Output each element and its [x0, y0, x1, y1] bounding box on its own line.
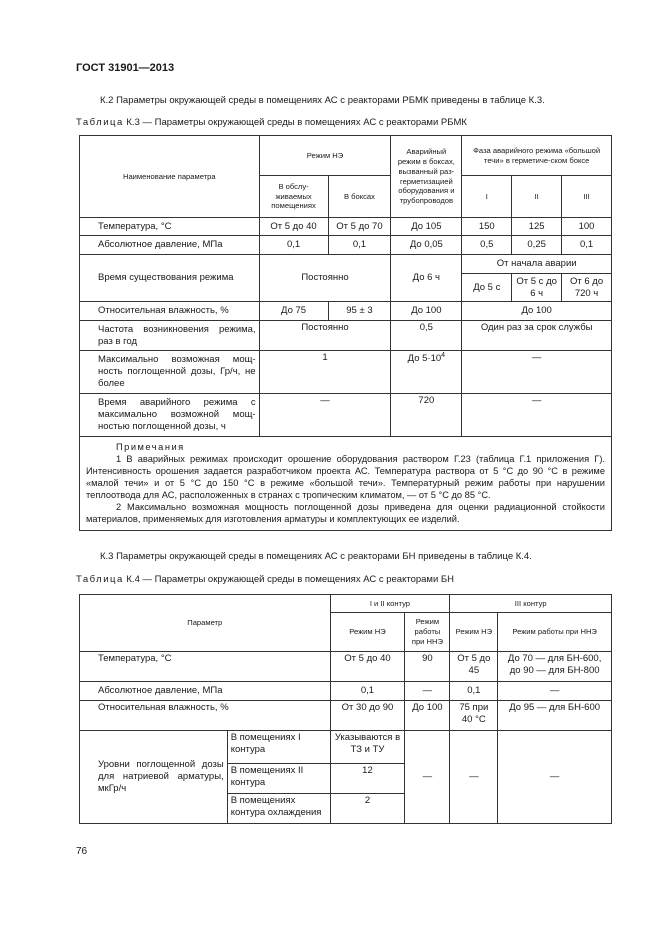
paragraph-k3: К.3 Параметры окружающей среды в помещениях АС с реакторами БН приведены в таблице К.4. — [100, 551, 532, 562]
row-label: Относительная влажность, % — [80, 701, 331, 731]
cell: До 100 — [391, 302, 462, 321]
note-2: 2 Максимально возможная мощность поглощенной дозы приведена для оценки радиационной стойкости материалов, применяемых для изготовления арматуры и комплектующих ее изделий. — [86, 502, 605, 525]
cell: — — [498, 731, 612, 824]
table-notes — [80, 437, 612, 531]
cell: До 5 с — [462, 274, 512, 302]
cell: До 105 — [391, 218, 462, 236]
cell: 125 — [512, 218, 562, 236]
cell: До 70 — для БН-600, до 90 — для БН-800 — [498, 652, 612, 682]
cell: 100 — [562, 218, 612, 236]
row-label: Температура, °С — [80, 218, 260, 236]
cell: От 5 до 45 — [450, 652, 498, 682]
caption-text: К.4 — Параметры окружающей среды в помещениях АС с реакторами БН — [126, 574, 455, 585]
sub-label: В помещениях I контура — [227, 731, 330, 764]
cell: 0,1 — [562, 236, 612, 255]
cell: До 0,05 — [391, 236, 462, 255]
document-header: ГОСТ 31901—2013 — [76, 62, 175, 74]
cell: 0,5 — [462, 236, 512, 255]
row-label: Время существования режима — [80, 255, 260, 302]
cell: — — [405, 682, 450, 701]
header-phase-1: I — [462, 176, 512, 218]
cell: 2 — [330, 794, 405, 824]
header-emergency-mode: Аварийный режим в боксах, вызванный раз-герметизацией оборудования и трубопроводов — [391, 136, 462, 218]
dose-rate-exponent: 4 — [441, 352, 446, 359]
cell: До 95 — для БН-600 — [498, 701, 612, 731]
cell: От 5 с до 6 ч — [512, 274, 562, 302]
table-row — [80, 302, 612, 321]
cell: От 5 до 70 — [328, 218, 391, 236]
row-label: Абсолютное давление, МПа — [80, 236, 260, 255]
row-label: Относительная влажность, % — [80, 302, 260, 321]
row-label: Уровни поглощенной дозы для натриевой арматуры, мкГр/ч — [80, 731, 228, 824]
header-abnormal-mode: Режим работы при ННЭ — [405, 613, 450, 652]
cell: До 6 ч — [391, 255, 462, 302]
row-label: Абсолютное давление, МПа — [80, 682, 331, 701]
cell: Один раз за срок службы — [462, 321, 612, 351]
table-k3-caption — [76, 117, 467, 128]
cell: — — [498, 682, 612, 701]
cell: От 30 до 90 — [330, 701, 405, 731]
table-k4-caption — [76, 574, 454, 585]
cell: Постоянно — [259, 321, 391, 351]
table-k3 — [79, 135, 612, 531]
cell: — — [450, 731, 498, 824]
row-label: Время аварийного режима с максимально возможной мощ-ностью поглощенной дозы, ч — [80, 394, 260, 437]
table-row — [80, 351, 612, 394]
cell: До 100 — [405, 701, 450, 731]
caption-word: Таблица — [76, 574, 124, 585]
table-row — [80, 321, 612, 351]
note-1: 1 В аварийных режимах происходит орошение оборудования раствором Г.23 (таблица Г.1 приложения Г). Интенсивность орошения задается разработчиком проекта АС. Температура раствора от 5 °С до 90 °С в режиме «малой течи» и от 5 °С до 150 °С в режиме «большой течи». Температурный режим работы при нарушении теплоотвода для АС, расположенных в странах с тропическим климатом, — от 5 °С до 85 °С. — [86, 454, 605, 501]
cell: 150 — [462, 218, 512, 236]
cell: 0,1 — [259, 236, 328, 255]
table-row — [80, 218, 612, 236]
sub-label: В помещениях II контура — [227, 764, 330, 794]
cell: 1 — [259, 351, 391, 394]
cell: От начала аварии — [462, 255, 612, 274]
header-circuit-3: III контур — [450, 595, 612, 613]
table-row — [80, 731, 612, 764]
table-row — [80, 255, 612, 274]
header-phase-3: III — [562, 176, 612, 218]
table-row — [80, 236, 612, 255]
dose-rate-base: До 5·10 — [407, 353, 442, 365]
notes-title: Примечания — [116, 442, 185, 452]
cell: От 6 до 720 ч — [562, 274, 612, 302]
cell: 0,1 — [330, 682, 405, 701]
header-normal-mode: Режим НЭ — [259, 136, 391, 176]
cell: 75 при 40 °С — [450, 701, 498, 731]
header-normal-mode: Режим НЭ — [330, 613, 405, 652]
cell: До 100 — [462, 302, 612, 321]
cell: — — [462, 394, 612, 437]
header-serviced-rooms: В обслу-живаемых помещениях — [259, 176, 328, 218]
table-row — [80, 701, 612, 731]
cell: — — [405, 731, 450, 824]
cell: 90 — [405, 652, 450, 682]
row-label: Частота возникновения режима, раз в год — [80, 321, 260, 351]
page-number: 76 — [76, 846, 88, 857]
header-big-leak-phase: Фаза аварийного режима «большой течи» в герметиче-ском боксе — [462, 136, 612, 176]
cell: 0,1 — [450, 682, 498, 701]
cell: 0,25 — [512, 236, 562, 255]
cell — [391, 351, 462, 394]
row-label: Температура, °С — [80, 652, 331, 682]
row-label: Максимально возможная мощ-ность поглощенной дозы, Гр/ч, не более — [80, 351, 260, 394]
caption-text: К.3 — Параметры окружающей среды в помещениях АС с реакторами РБМК — [126, 117, 467, 128]
header-abnormal-mode-3: Режим работы при ННЭ — [498, 613, 612, 652]
header-normal-mode-3: Режим НЭ — [450, 613, 498, 652]
table-row — [80, 652, 612, 682]
cell: 0,1 — [328, 236, 391, 255]
cell: Постоянно — [259, 255, 391, 302]
cell: — — [259, 394, 391, 437]
header-param: Наименование параметра — [80, 136, 260, 218]
table-row — [80, 394, 612, 437]
cell: 0,5 — [391, 321, 462, 351]
cell: От 5 до 40 — [330, 652, 405, 682]
cell: — — [462, 351, 612, 394]
cell: До 75 — [259, 302, 328, 321]
cell: 720 — [391, 394, 462, 437]
sub-label: В помещениях контура охлаждения — [227, 794, 330, 824]
header-circuit-1-2: I и II контур — [330, 595, 450, 613]
paragraph-k2: К.2 Параметры окружающей среды в помещениях АС с реакторами РБМК приведены в таблице К.3. — [100, 95, 545, 106]
table-row — [80, 682, 612, 701]
table-k4 — [79, 594, 612, 824]
caption-word: Таблица — [76, 117, 124, 128]
header-boxes: В боксах — [328, 176, 391, 218]
header-param: Параметр — [80, 595, 331, 652]
cell: 12 — [330, 764, 405, 794]
header-phase-2: II — [512, 176, 562, 218]
cell: От 5 до 40 — [259, 218, 328, 236]
cell: 95 ± 3 — [328, 302, 391, 321]
cell: Указываются в ТЗ и ТУ — [330, 731, 405, 764]
